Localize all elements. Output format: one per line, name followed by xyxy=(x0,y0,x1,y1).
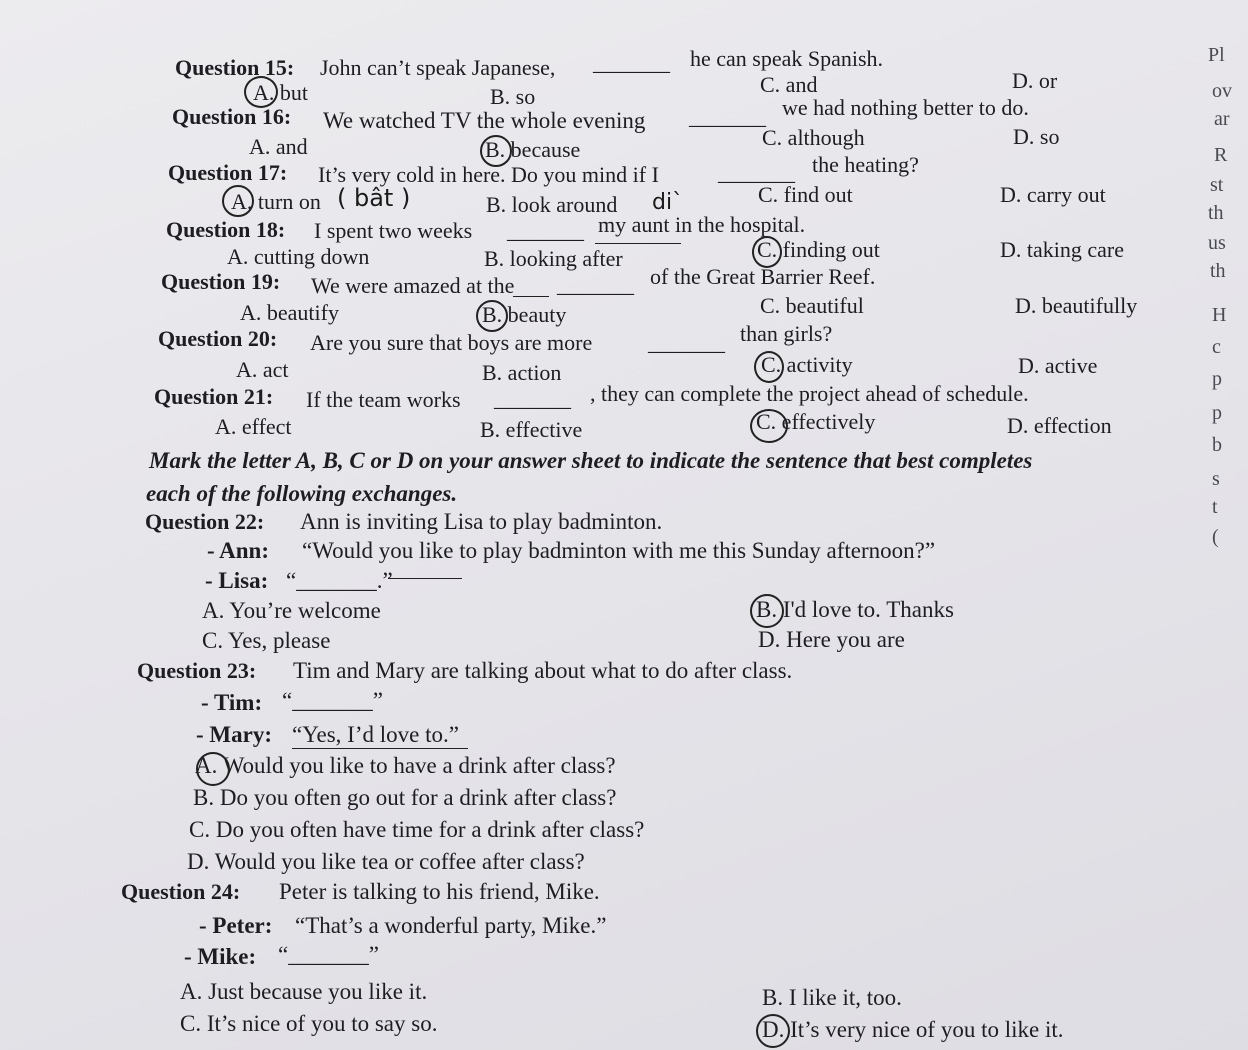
question-text: we had nothing better to do. xyxy=(782,95,1029,120)
option-d[interactable]: D. It’s very nice of you to like it. xyxy=(762,1017,1064,1042)
option-d[interactable]: D. taking care xyxy=(1000,237,1124,262)
question-label: Question 16: xyxy=(172,104,292,129)
question-text: Tim and Mary are talking about what to do after class. xyxy=(293,658,793,683)
answer-blank: _______ xyxy=(494,386,571,411)
dialogue-line: “_______” xyxy=(282,688,383,713)
option-a[interactable]: A. beautify xyxy=(240,300,339,325)
option-c[interactable]: C. It’s nice of you to say so. xyxy=(180,1011,438,1036)
option-b[interactable]: B. beauty xyxy=(482,302,567,327)
question-text: If the team works xyxy=(306,387,461,412)
option-b[interactable]: B. I'd love to. Thanks xyxy=(756,597,954,622)
answer-blank: _______ xyxy=(689,104,766,129)
section-instruction: Mark the letter A, B, C or D on your answer sheet to indicate the sentence that best completes xyxy=(149,448,1033,473)
option-c[interactable]: C. Do you often have time for a drink after class? xyxy=(189,817,645,842)
option-d[interactable]: D. Would you like tea or coffee after class? xyxy=(187,849,585,874)
option-a[interactable]: A. Would you like to have a drink after class? xyxy=(195,753,616,778)
option-a[interactable]: A. but xyxy=(253,80,308,105)
edge-fragment: Pl xyxy=(1208,44,1225,66)
edge-fragment: th xyxy=(1210,260,1226,282)
option-b[interactable]: B. effective xyxy=(480,417,583,442)
edge-fragment: c xyxy=(1212,336,1221,358)
question-text: , they can complete the project ahead of schedule. xyxy=(590,381,1029,406)
option-a[interactable]: A. cutting down xyxy=(227,244,370,269)
option-b[interactable]: B. Do you often go out for a drink after class? xyxy=(193,785,617,810)
edge-fragment: p xyxy=(1212,402,1222,424)
option-b[interactable]: B. so xyxy=(490,84,536,109)
pen-underline xyxy=(388,578,462,579)
answer-blank: _______ xyxy=(648,330,725,355)
option-c[interactable]: C. beautiful xyxy=(760,293,864,318)
edge-fragment: ov xyxy=(1212,80,1232,102)
answer-blank: _______ xyxy=(718,160,795,185)
section-instruction: each of the following exchanges. xyxy=(146,481,458,506)
dialogue-line: “Yes, I’d love to.” xyxy=(292,722,459,747)
edge-fragment: H xyxy=(1212,304,1227,326)
answer-circle xyxy=(754,351,784,383)
question-text: I spent two weeks xyxy=(314,218,473,243)
pen-underline xyxy=(513,296,549,297)
pen-underline xyxy=(595,243,681,244)
speaker: - Peter: xyxy=(199,913,273,938)
option-a[interactable]: A. You’re welcome xyxy=(202,598,381,623)
dialogue-line: “Would you like to play badminton with me this Sunday afternoon?” xyxy=(302,538,936,563)
edge-fragment: s xyxy=(1212,468,1220,490)
speaker: - Tim: xyxy=(201,690,263,715)
option-a[interactable]: A. act xyxy=(236,357,289,382)
edge-fragment: t xyxy=(1212,496,1218,518)
edge-fragment: ar xyxy=(1214,108,1230,130)
option-d[interactable]: D. active xyxy=(1018,353,1098,378)
question-label: Question 23: xyxy=(137,658,257,683)
pen-underline xyxy=(292,748,468,749)
question-text: John can’t speak Japanese, xyxy=(320,55,556,80)
question-label: Question 24: xyxy=(121,879,241,904)
option-a[interactable]: A. and xyxy=(249,134,308,159)
answer-circle xyxy=(750,594,784,628)
option-c[interactable]: C. and xyxy=(760,72,818,97)
option-d[interactable]: D. Here you are xyxy=(758,627,905,652)
answer-circle xyxy=(222,185,254,217)
option-d[interactable]: D. beautifully xyxy=(1015,293,1138,318)
option-c[interactable]: C. effectively xyxy=(756,409,876,434)
answer-circle xyxy=(196,752,230,786)
dialogue-line: “_______” xyxy=(278,942,379,967)
option-a[interactable]: A. Just because you like it. xyxy=(180,979,428,1004)
answer-circle xyxy=(750,409,788,443)
question-text: Are you sure that boys are more xyxy=(310,330,593,355)
question-label: Question 15: xyxy=(175,55,295,80)
speaker: - Lisa: xyxy=(205,568,269,593)
question-text: he can speak Spanish. xyxy=(690,46,884,71)
question-text: We watched TV the whole evening xyxy=(323,108,646,133)
option-b[interactable]: B. I like it, too. xyxy=(762,985,902,1010)
option-b[interactable]: B. because xyxy=(485,137,581,162)
question-label: Question 22: xyxy=(145,509,265,534)
speaker: - Mike: xyxy=(184,944,257,969)
dialogue-line: “That’s a wonderful party, Mike.” xyxy=(295,913,607,938)
question-text: my aunt in the hospital. xyxy=(598,212,806,237)
question-label: Question 19: xyxy=(161,269,281,294)
question-text: the heating? xyxy=(812,152,919,177)
edge-fragment: st xyxy=(1210,174,1224,196)
option-d[interactable]: D. so xyxy=(1013,124,1060,149)
option-a[interactable]: A. effect xyxy=(215,414,292,439)
answer-blank: _______ xyxy=(557,272,634,297)
answer-blank: _______ xyxy=(507,218,584,243)
question-text: of the Great Barrier Reef. xyxy=(650,264,876,289)
option-c[interactable]: C. find out xyxy=(758,182,853,207)
option-b[interactable]: B. action xyxy=(482,360,562,385)
edge-fragment: b xyxy=(1212,434,1222,456)
option-d[interactable]: D. carry out xyxy=(1000,182,1106,207)
option-a[interactable]: A. turn on xyxy=(231,189,321,214)
edge-fragment: ( xyxy=(1212,526,1219,548)
question-text: It’s very cold in here. Do you mind if I xyxy=(318,162,659,187)
speaker: - Ann: xyxy=(207,538,269,563)
question-label: Question 18: xyxy=(166,217,286,242)
question-text: Ann is inviting Lisa to play badminton. xyxy=(300,509,663,534)
handwritten-note: ( bât ) xyxy=(337,184,411,212)
option-c[interactable]: C. Yes, please xyxy=(202,628,331,653)
edge-fragment: p xyxy=(1212,368,1222,390)
answer-blank: _______ xyxy=(593,50,670,75)
option-d[interactable]: D. effection xyxy=(1007,413,1112,438)
option-c[interactable]: C. finding out xyxy=(757,237,880,262)
option-b[interactable]: B. looking after xyxy=(484,246,623,271)
question-text: than girls? xyxy=(740,321,833,346)
question-label: Question 21: xyxy=(154,384,274,409)
edge-fragment: th xyxy=(1208,202,1224,224)
dialogue-line: “_______.” xyxy=(286,568,393,593)
edge-fragment: us xyxy=(1208,232,1226,254)
question-text: Peter is talking to his friend, Mike. xyxy=(279,879,600,904)
speaker: - Mary: xyxy=(196,722,272,747)
option-c[interactable]: C. activity xyxy=(761,352,853,377)
option-b[interactable]: B. look around xyxy=(486,192,618,217)
question-label: Question 17: xyxy=(168,160,288,185)
answer-circle xyxy=(476,300,508,332)
option-d[interactable]: D. or xyxy=(1012,68,1058,93)
question-text: We were amazed at the xyxy=(311,273,515,298)
handwritten-note: di` xyxy=(652,190,684,215)
option-c[interactable]: C. although xyxy=(762,125,865,150)
question-label: Question 20: xyxy=(158,326,278,351)
answer-circle xyxy=(756,1014,790,1048)
edge-fragment: R xyxy=(1214,144,1228,166)
